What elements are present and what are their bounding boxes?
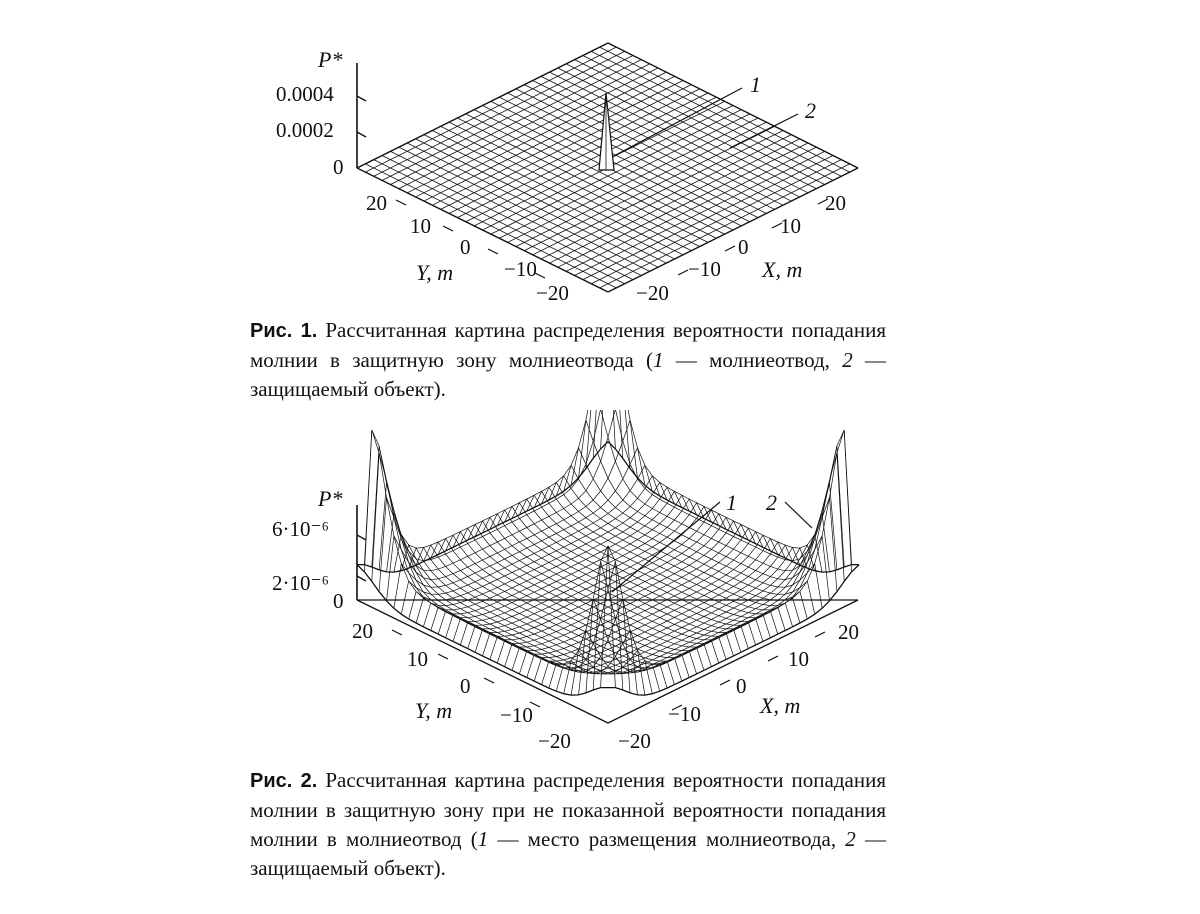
figure-2-x-ticks <box>672 632 825 710</box>
figure-1-y-tick: −10 <box>504 257 537 281</box>
mesh-line <box>357 442 608 572</box>
figure-2-z-tick: 2·10⁻⁶ <box>272 571 329 595</box>
figure-2-x-tick: −10 <box>668 702 701 726</box>
figure-1-caption: Рис. 1. Рассчитанная картина распределения вероятности попадания молнии в защитную зону молниеотвода (1 — молниеотвод, 2 — защищаемый объект). <box>250 318 886 401</box>
figure-1-x-tick: 10 <box>780 214 801 238</box>
figure-1-callout-2-leader <box>730 114 798 148</box>
figure-2-y-tick: 20 <box>352 619 373 643</box>
figure-1-y-tick: 0 <box>460 235 471 259</box>
figure-2-x-axis-label: X, m <box>760 693 801 718</box>
mesh-line <box>542 487 793 627</box>
figure-1-y-tick: 20 <box>366 191 387 215</box>
figure-2-surface-plot <box>0 410 1200 760</box>
figure-1-callout-1: 1 <box>750 72 761 97</box>
mesh-line <box>483 517 734 656</box>
figure-2-y-tick: −10 <box>500 703 533 727</box>
figure-2-callout-2: 2 <box>766 490 777 515</box>
figure-2-y-tick: 10 <box>407 647 428 671</box>
figure-1-callout-2: 2 <box>805 98 816 123</box>
mesh-line <box>483 517 734 656</box>
figure-2-callout-2-leader <box>785 502 812 528</box>
figure-2-x-tick: −20 <box>618 729 651 753</box>
figure-1-x-tick: −10 <box>688 257 721 281</box>
figure-2-mesh <box>357 410 859 723</box>
figure-2-caption: Рис. 2. Рассчитанная картина распределения вероятности попадания молнии в защитную зону при не показанной вероятности попадания молнии в молниеотвод (1 — место размещения молниеотвода, 2 — защищаемый объект). <box>250 768 886 880</box>
figure-1-y-tick: −20 <box>536 281 569 305</box>
figure-2-z-tick: 0 <box>333 589 344 613</box>
figure-1-surface-plot <box>0 0 1200 305</box>
figure-1-x-tick: 20 <box>825 191 846 215</box>
figure-1-x-tick: −20 <box>636 281 669 305</box>
mesh-line <box>475 521 726 660</box>
figure-2-x-tick: 0 <box>736 674 747 698</box>
figure-2-z-label: P* <box>318 486 343 511</box>
figure-1-x-axis-label: X, m <box>762 257 803 282</box>
mesh-line <box>490 521 741 660</box>
figure-2-y-tick: −20 <box>538 729 571 753</box>
mesh-line <box>527 539 778 678</box>
figure-2-y-axis-label: Y, m <box>415 698 453 723</box>
figure-1-z-label: P* <box>318 47 343 72</box>
figure-1-z-tick: 0 <box>333 155 344 179</box>
figure-1-caption-label: Рис. 1. <box>250 320 318 342</box>
mesh-line <box>423 487 674 627</box>
figure-2-x-tick: 10 <box>788 647 809 671</box>
figure-2-z-tick: 6·10⁻⁶ <box>272 517 329 541</box>
figure-2-y-tick: 0 <box>460 674 471 698</box>
figure-1-x-tick: 0 <box>738 235 749 259</box>
figure-2-callout-1: 1 <box>726 490 737 515</box>
figure-2-caption-label: Рис. 2. <box>250 770 318 792</box>
figure-1-z-tick: 0.0002 <box>276 118 334 142</box>
figure-1-z-tick: 0.0004 <box>276 82 334 106</box>
figure-1-y-axis-label: Y, m <box>416 260 454 285</box>
mesh-line <box>401 465 652 614</box>
mesh-line <box>564 465 815 614</box>
figure-1-y-tick: 10 <box>410 214 431 238</box>
figure-2-x-tick: 20 <box>838 620 859 644</box>
